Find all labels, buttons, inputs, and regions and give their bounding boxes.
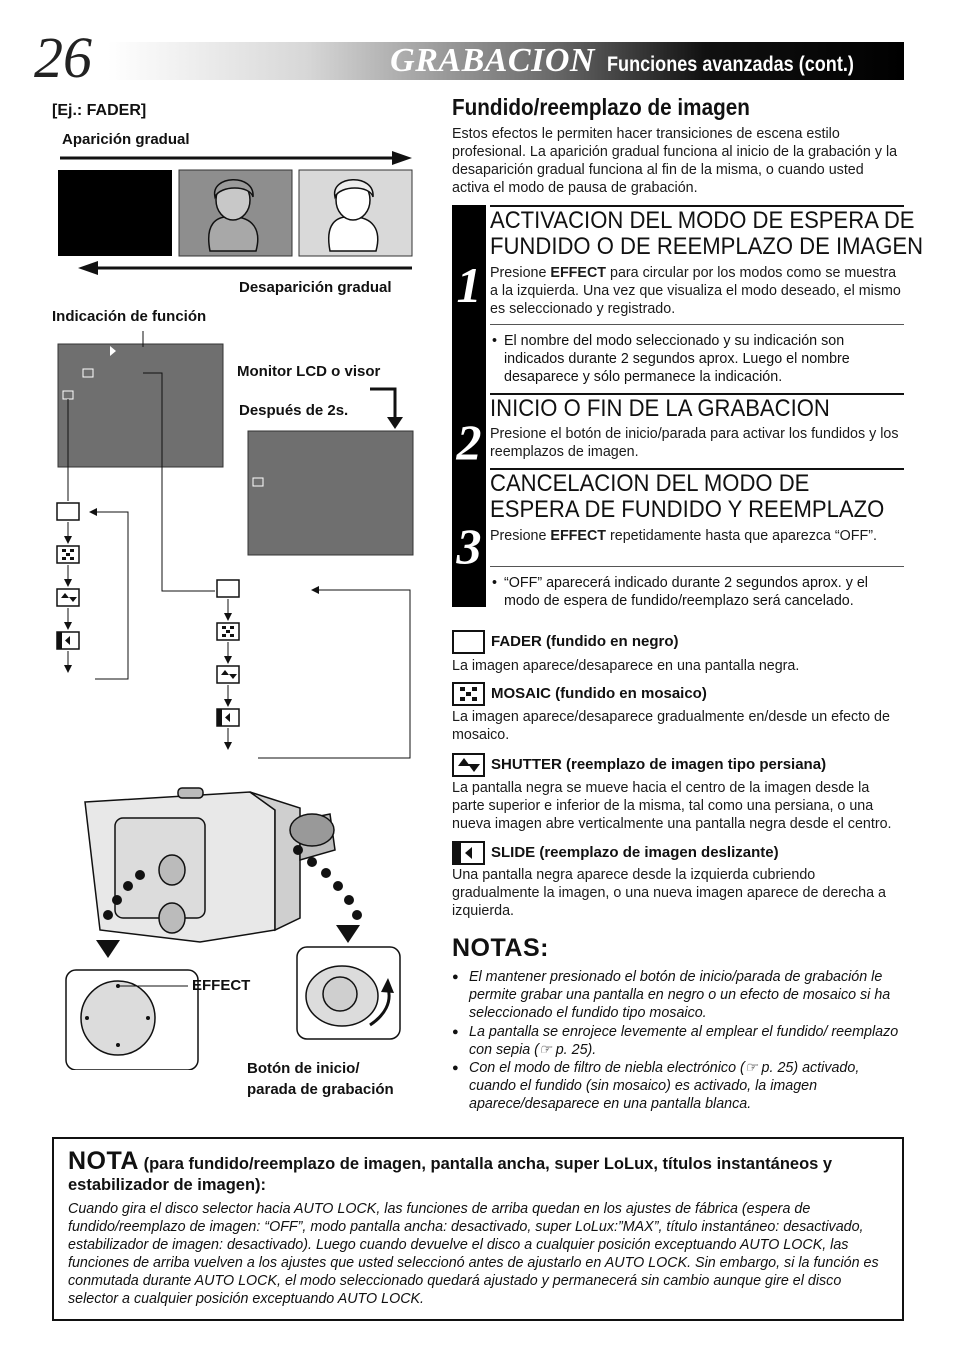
step-1-text: Presione EFFECT para circular por los modos como se muestra a la izquierda. Una vez que visualiza el modo deseado, el mismo es seleccionado y registrado. bbox=[490, 265, 901, 317]
slide-icon bbox=[452, 841, 485, 865]
step-2-heading: INICIO O FIN DE LA GRABACION bbox=[490, 395, 830, 422]
step-3-sub-rule bbox=[490, 566, 904, 567]
lcd-screen-after bbox=[248, 431, 413, 555]
nota-body: Cuando gira el disco selector hacia AUTO LOCK, las funciones de arriba quedan en los ajustes de fábrica (espera de fundido/reemplazo de imagen: “OFF”, modo pantalla ancha: desactivado, super LoLux:”MAX”, título instantáneo: desactivado, estabilizador de imagen: desactivado). Luego cuando devuelve el disco a cualquier posición exceptuando AUTO LOCK, las funciones de arriba vuelven a los ajustes que usted seleccionó antes de ajustarlo en AUTO LOCK. Sin embargo, si la función es conmutada durante AUTO LOCK, el modo seleccionado quedará ajustado y permanecerá sin cambio aunque gire el disco selector a cualquier posición exceptuando AUTO LOCK. bbox=[68, 1201, 879, 1307]
header-title bbox=[390, 42, 894, 80]
mosaic-desc: La imagen aparece/desaparece gradualmente en/desde un efecto de mosaico. bbox=[452, 709, 890, 743]
section-intro: Estos efectos le permiten hacer transiciones de escena estilo profesional. La aparición gradual funciona al inicio de la grabación y la desaparición gradual funciona al fin de la misma, o cuando usted activa el modo de pausa de grabación. bbox=[452, 126, 898, 196]
step-1-number: 1 bbox=[456, 257, 482, 313]
mode-cycle-diagram bbox=[40, 325, 430, 770]
fader-title: FADER (fundido en negro) bbox=[491, 633, 679, 650]
chain-fader-icon bbox=[57, 503, 79, 520]
nota-subtitle: (para fundido/reemplazo de imagen, pantalla ancha, super LoLux, títulos instantáneos y estabilizador de imagen): bbox=[68, 1155, 833, 1194]
step-3-number: 3 bbox=[456, 518, 482, 574]
slide-desc: Una pantalla negra aparece desde la izquierda cubriendo gradualmente la imagen, o una nueva imagen aparece de derecha a izquierda. bbox=[452, 867, 886, 919]
fade-in-label: Aparición gradual bbox=[62, 131, 190, 148]
fader-desc: La imagen aparece/desaparece en una pantalla negra. bbox=[452, 658, 800, 674]
chain2-fader-icon bbox=[217, 580, 239, 597]
effect-label: EFFECT bbox=[192, 977, 251, 994]
step-3-text: Presione EFFECT repetidamente hasta que aparezca “OFF”. bbox=[490, 528, 878, 544]
rec-button-label-2: parada de grabación bbox=[247, 1081, 394, 1098]
shutter-desc: La pantalla negra se mueve hacia el centro de la imagen desde la parte superior e inferior de la misma, tal como una persiana, o una nueva imagen abre verticalmente una pantalla negra desde el centro. bbox=[452, 780, 892, 832]
step-1-bullet: • El nombre del modo seleccionado y su indicación son indicados durante 2 segundos aprox. Luego el nombre desaparece y sólo permanece la indicación. bbox=[490, 332, 902, 386]
step-2-text: Presione el botón de inicio/parada para activar los fundidos y los reemplazos de imagen. bbox=[490, 426, 899, 460]
step-2-number: 2 bbox=[456, 414, 482, 470]
chapter-title: GRABACION bbox=[390, 42, 595, 79]
step-1-sub-rule bbox=[490, 324, 904, 325]
chapter-subtitle: Funciones avanzadas (cont.) bbox=[606, 53, 854, 76]
fade-out-label: Desaparición gradual bbox=[239, 279, 392, 296]
page-number: 26 bbox=[34, 25, 92, 90]
nota-item-3: ● Con el modo de filtro de niebla electrónico (☞ p. 25) activado, cuando el fundido (sin mosaico) es activado, la imagen aparece/desaparece en una pantalla blanca. bbox=[452, 1059, 908, 1113]
mosaic-icon bbox=[452, 682, 485, 706]
nota-heading bbox=[68, 1147, 888, 1196]
fader-icon bbox=[452, 630, 485, 654]
shutter-title: SHUTTER (reemplazo de imagen tipo persiana) bbox=[491, 756, 827, 773]
example-label: [Ej.: FADER] bbox=[52, 102, 147, 119]
nota-title: NOTA bbox=[68, 1147, 139, 1175]
step-3-bullet: • “OFF” aparecerá indicado durante 2 segundos aprox. y el modo de espera de fundido/reemplazo será cancelado. bbox=[490, 574, 902, 610]
step-3-heading-1: CANCELACION DEL MODO DE bbox=[490, 470, 810, 497]
nota-box bbox=[52, 1137, 904, 1321]
slide-title: SLIDE (reemplazo de imagen deslizante) bbox=[491, 844, 779, 861]
black-frame bbox=[58, 170, 172, 256]
camcorder-illustration bbox=[60, 770, 420, 1070]
step-1-heading-1: ACTIVACION DEL MODO DE ESPERA DE bbox=[490, 207, 915, 234]
function-indication-label: Indicación de función bbox=[52, 308, 207, 325]
rec-button-label-1: Botón de inicio/ bbox=[247, 1060, 360, 1077]
section-title: Fundido/reemplazo de imagen bbox=[452, 94, 750, 120]
rec-start-stop-button bbox=[323, 977, 357, 1011]
mosaic-title: MOSAIC (fundido en mosaico) bbox=[491, 685, 707, 702]
nota-item-2: ● La pantalla se enrojece levemente al emplear el fundido/ reemplazo con sepia (☞ p. 25). bbox=[452, 1023, 908, 1059]
monitor-label: Monitor LCD o visor bbox=[237, 363, 381, 380]
step-1-heading-2: FUNDIDO O DE REEMPLAZO DE IMAGEN bbox=[490, 233, 924, 260]
step-3-heading-2: ESPERA DE FUNDIDO Y REEMPLAZO bbox=[490, 496, 885, 523]
shutter-icon bbox=[452, 753, 485, 777]
lcd-screen-selecting bbox=[58, 344, 223, 467]
notas-heading: NOTAS: bbox=[452, 934, 549, 962]
fade-sequence-diagram bbox=[50, 145, 430, 285]
nota-item-1: ● El mantener presionado el botón de inicio/parada de grabación le permite grabar una pantalla en negro o un efecto de mosaico si ha seleccionado el fundido tipo mosaico. bbox=[452, 968, 908, 1022]
after-2s-label: Después de 2s. bbox=[239, 402, 349, 419]
